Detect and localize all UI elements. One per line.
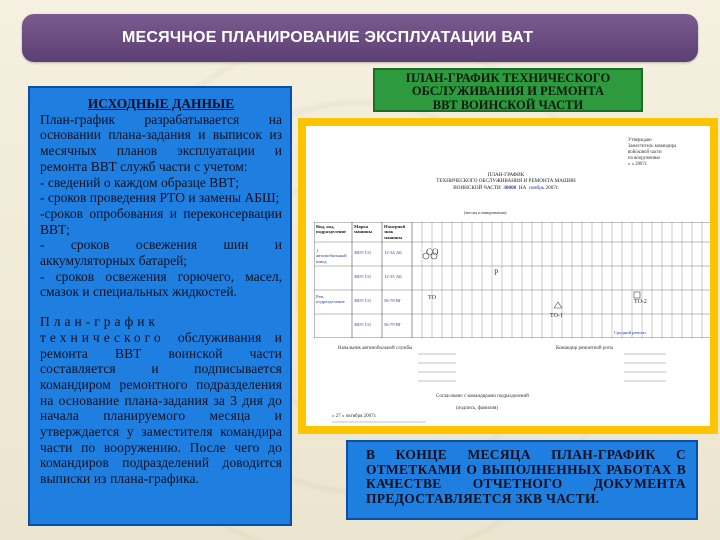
source-data-intro: План-график разрабатывается на основании плана-задания и выписок из месячных планов эксплуатации и ремонта ВВТ служб части с учетом: [40,111,282,174]
mark-to: ТО [428,295,436,301]
slide-title: МЕСЯЧНОЕ ПЛАНИРОВАНИЕ ЭКСПЛУАТАЦИИ ВАТ [22,14,698,62]
schedule-header-line: ВВТ ВОИНСКОЙ ЧАСТИ [432,97,584,112]
mark-maintenance: СО [426,247,439,257]
source-data-heading: ИСХОДНЫЕ ДАННЫЕ [87,96,235,111]
row-model: ЗИЛ-131 [354,298,372,303]
row-model: ЗИЛ-131 [354,322,372,327]
row-model: ЗИЛ-131 [354,274,372,279]
row-unit: 1 автомобильный взвод [316,248,347,264]
form-title-line: ПЛАН-ГРАФИК [487,172,525,178]
plan-procedure-lead: План-график технического [40,314,165,345]
approval-line: « » 2007г. [628,162,648,167]
mark-to2: ТО-2 [634,299,647,305]
schedule-header-line: ПЛАН-ГРАФИК ТЕХНИЧЕСКОГО [405,71,611,85]
signature-lines [306,126,710,426]
approval-line: Утверждаю [628,138,652,143]
form-date: « 27 » октября 2007г. [332,414,377,419]
mark-repair: Р [494,268,499,277]
footer-note: Согласовано с командирами подразделений [436,394,529,399]
source-data-bullet: - сроков проведения РТО и замены АБШ; [40,190,280,206]
row-model: ЗИЛ-131 [354,250,372,255]
schedule-form-document [306,126,710,426]
source-data-bullet: - сведений о каждом образце ВВТ; [40,174,240,190]
schedule-header-box [373,68,643,112]
source-data-bullet: - сроков освежения горючего, масел, смазок и специальных жидкостей. [40,268,282,300]
signature-left: Начальник автомобильной службы [338,346,413,351]
row-plate: 12-34 АБ [384,250,402,255]
row-plate: 56-79 ВГ [384,322,402,327]
form-title-line: ВОИНСКОЙ ЧАСТИ 30000 НА ноябрь 2007г. [453,184,559,191]
plan-procedure-text: обслуживания и ремонта ВВТ воинской части составляется и подписывается командиром ремонтного подразделения на основание плана-задания за 3 дня до начала планируемого месяца и утверждается у заместителя командира части по вооружению. После чего до командиров подразделений доводится выписки из плана-графика. [40,329,282,487]
source-data-bullet: -сроков опробования и перeконсервации ВВТ; [40,205,282,237]
row-unit: Рем. подразделение [316,294,345,305]
row-plate: 56-78 ВГ [384,298,402,303]
form-subtitle: (месяц планирования) [464,210,507,215]
schedule-header-line: ОБСЛУЖИВАНИЯ И РЕМОНТА [411,84,605,99]
col-header: Вид, код, подразделение [316,224,347,235]
source-data-panel [28,86,292,526]
plan-procedure-paragraph [40,314,282,487]
approval-line: Заместитель командира войсковой части [628,144,677,155]
col-header: Марка машины [354,224,373,235]
legend-text: Средний ремонт [614,330,647,335]
signature-right: Командир ремонтной роты [556,346,614,351]
signature-note: (подпись, фамилия) [456,406,499,411]
month-end-note: В КОНЦЕ МЕСЯЦА ПЛАН-ГРАФИК С ОТМЕТКАМИ О ВЫПОЛНЕННЫХ РАБОТАХ В КАЧЕСТВЕ ОТЧЕТНОГО ДОКУМЕНТА ПРЕДОСТАВЛЯЕТСЯ ЗКВ ЧАСТИ. [346,440,698,520]
approval-line: по вооружению [628,156,660,161]
col-header: Номерной знак машины [384,224,406,240]
mark-to1: ТО-1 [550,313,563,319]
row-plate: 12-35 АБ [384,274,402,279]
form-title-line: ТЕХНИЧЕСКОГО ОБСЛУЖИВАНИЯ И РЕМОНТА МАШИН [436,178,576,185]
schedule-form-frame [298,118,718,434]
source-data-bullet: - сроков освежения шин и аккумуляторных батарей; [40,237,282,269]
